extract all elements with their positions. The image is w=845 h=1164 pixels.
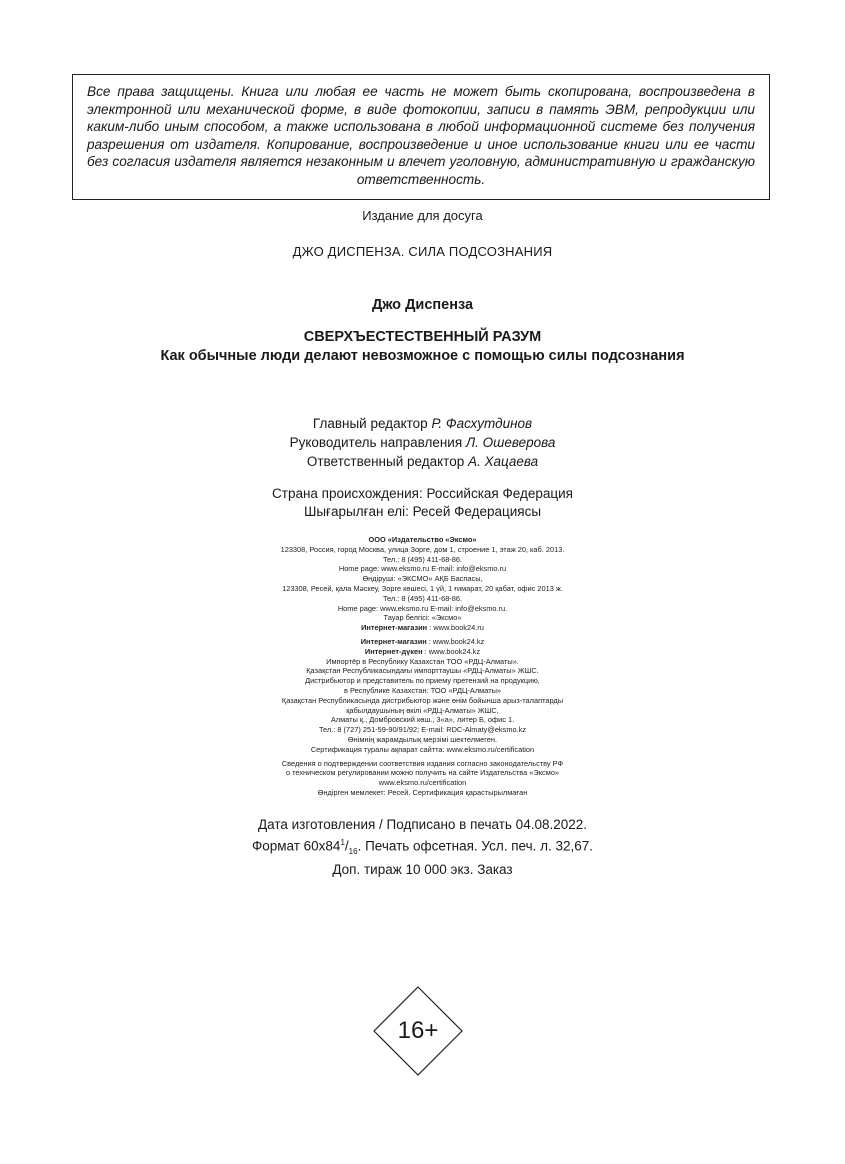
format-denominator: 16: [348, 847, 358, 857]
importer-ru: Импортёр в Республику Казахстан ТОО «РДЦ-Алматы».: [326, 656, 519, 666]
print-run: Доп. тираж 10 000 экз. Заказ: [332, 862, 513, 878]
shop-ru-url: : www.book24.ru: [427, 623, 484, 633]
print-date: Дата изготовления / Подписано в печать 04.08.2022.: [258, 817, 587, 832]
web-ru: Home page: www.eksmo.ru E-mail: info@eksmo.ru: [338, 564, 507, 574]
shop-kz-label: Интернет-магазин: [360, 636, 427, 646]
origin-country-kz: Шығарылған елі: Ресей Федерациясы: [303, 503, 542, 519]
editor-line: [0, 452, 845, 471]
publisher-name: ООО «Издательство «Эксмо»: [368, 535, 477, 544]
producer-kz: Өндіруші: «ЭКСМО» АҚБ Баспасы,: [362, 574, 483, 584]
shop-ru: [0, 623, 845, 633]
editor-role: Ответственный редактор: [306, 454, 468, 469]
copyright-notice-text: Все права защищены. Книга или любая ее часть не может быть скопирована, воспроизведена в электронной или механической форме, в виде фотокопии, записи в память ЭВМ, репродукции или каким-либо иным способом, а также использована в любой информационной системе без получения разрешения от издателя. Копирование, воспроизведение и иное использование книги или ее части без согласия издателя является незаконным и влечет уголовную, административную и гражданскую ответственность.: [87, 84, 755, 187]
shop-kz: [0, 637, 845, 647]
shop-ru-label: Интернет-магазин: [361, 623, 428, 633]
age-rating-badge: [373, 986, 463, 1076]
trademark: Тауар белгісі: «Эксмо»: [383, 613, 462, 623]
conformity-line-2: о техническом регулировании можно получить на сайте Издательства «Эксмо»: [285, 768, 560, 778]
format-slash: /: [344, 838, 349, 854]
distributor-ru: Дистрибьютор и представитель по приему претензий на продукцию,: [305, 676, 540, 686]
importer-kz: Қазақстан Республикасындағы импорттаушы «РДЦ-Алматы» ЖШС.: [306, 666, 539, 676]
edition-type: Издание для досуга: [362, 208, 483, 223]
distributor-ru-2: в Республике Казахстан: ТОО «РДЦ-Алматы»: [343, 685, 502, 695]
author-name: Джо Диспенза: [371, 297, 474, 313]
age-rating-label: 16+: [397, 1017, 439, 1044]
series-title: ДЖО ДИСПЕНЗА. СИЛА ПОДСОЗНАНИЯ: [292, 244, 553, 259]
editor-name: Л. Ошеверова: [465, 435, 556, 450]
print-info-block: [0, 816, 845, 879]
web-kz: Home page: www.eksmo.ru E-mail: info@eksmo.ru.: [337, 603, 508, 613]
distributor-kz: Қазақстан Республикасында дистрибьютор және өнім бойынша арыз-талаптарды: [281, 695, 564, 705]
editor-name: А. Хацаева: [467, 454, 539, 469]
book-title: СВЕРХЪЕСТЕСТВЕННЫЙ РАЗУМ: [303, 329, 542, 345]
origin-block: [0, 485, 845, 520]
editor-role: Главный редактор: [312, 416, 432, 431]
format-numerator: 1: [340, 838, 345, 847]
editor-role: Руководитель направления: [289, 435, 466, 450]
phone-kz: Тел.: 8 (495) 411-68-86.: [382, 593, 463, 603]
print-format: [0, 834, 845, 861]
conformity-url: www.eksmo.ru/certification: [378, 778, 467, 788]
phone-ru: Тел.: 8 (495) 411-68-86.: [382, 554, 463, 564]
format-prefix: Формат 60x84: [251, 838, 341, 854]
editor-line: [0, 414, 845, 433]
shop-kz2-url: : www.book24.kz: [422, 646, 481, 656]
address-ru: 123308, Россия, город Москва, улица Зорге, дом 1, строение 1, этаж 20, каб. 2013.: [280, 544, 565, 554]
shelf-life: Өнімнің жарамдылық мерзімі шектелмеген.: [347, 734, 498, 744]
book-subtitle: Как обычные люди делают невозможное с помощью силы подсознания: [160, 348, 685, 364]
shop-kz-url: : www.book24.kz: [426, 636, 485, 646]
shop-kz2: [0, 647, 845, 657]
copyright-notice-box: [72, 74, 770, 200]
phone-almaty: Тел.: 8 (727) 251-59-90/91/92; E-mail: RDC-Almaty@eksmo.kz: [318, 725, 527, 735]
distributor-kz-2: қабылдаушының өкілі «РДЦ-Алматы» ЖШС,: [346, 705, 499, 715]
format-suffix: . Печать офсетная. Усл. печ. л. 32,67.: [357, 838, 594, 854]
address-kz: 123308, Ресей, қала Мәскеу, Зорге көшесі, 1 үй, 1 ғимарат, 20 қабат, офис 2013 ж.: [282, 583, 563, 593]
address-almaty: Алматы қ., Домбровский көш., 3«а», литер Б, офис 1.: [330, 715, 515, 725]
origin-country-ru: Страна происхождения: Российская Федерация: [272, 486, 573, 501]
editor-line: [0, 433, 845, 452]
country-certification: Өндірген мемлекет: Ресей. Сертификация қарастырылмаған: [317, 787, 528, 797]
imprint-block: [0, 535, 845, 798]
conformity-line-1: Сведения о подтверждении соответствия издания согласно законодательству РФ: [281, 758, 564, 768]
editor-name: Р. Фасхутдинов: [431, 416, 533, 431]
shop-kz2-label: Интернет-дүкен: [364, 646, 423, 656]
certification-kz: Сертификация туралы ақпарат сайтта: www.eksmo.ru/certification: [310, 744, 535, 754]
editors-block: [0, 414, 845, 471]
